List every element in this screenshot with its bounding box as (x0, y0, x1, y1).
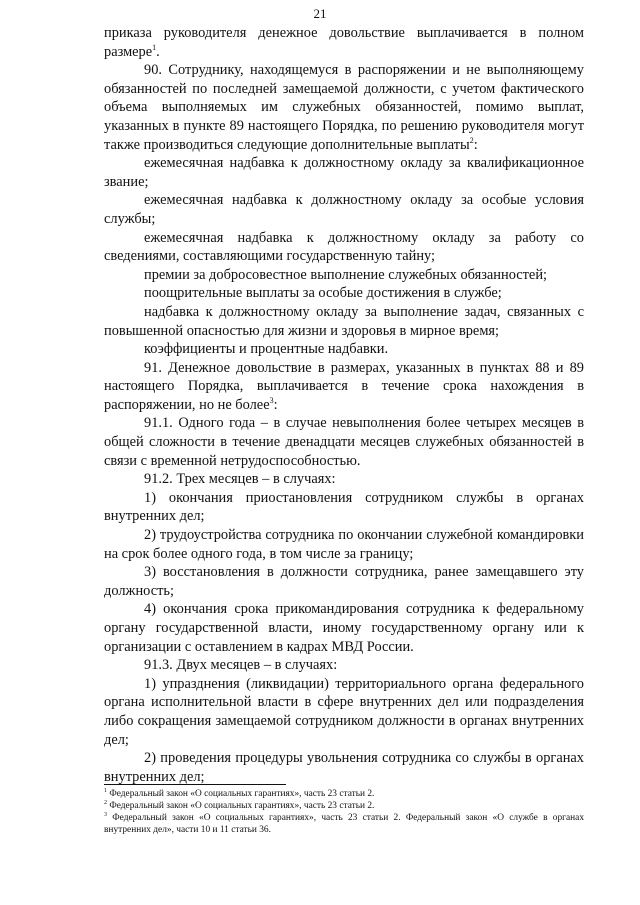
paragraph (104, 656, 584, 675)
footnote-reference: 2 (469, 135, 474, 145)
paragraph (104, 600, 584, 656)
paragraph (104, 24, 584, 61)
paragraph-text: премии за добросовестное выполнение служебных обязанностей; (144, 266, 548, 283)
footnote-reference: 1 (152, 42, 157, 52)
paragraph (104, 303, 584, 340)
footnote-text: Федеральный закон «О социальных гарантиях», часть 23 статьи 2. Федеральный закон «О службе в органах внутренних дел», части 10 и 11 статьи 36. (104, 813, 585, 835)
paragraph-text: ежемесячная надбавка к должностному окладу за работу со сведениями, составляющими государственную тайну; (104, 229, 584, 265)
paragraph-text: ежемесячная надбавка к должностному окладу за особые условия службы; (104, 192, 584, 227)
footnote-text: Федеральный закон «О социальных гарантиях», часть 23 статьи 2. (109, 789, 375, 799)
paragraph-punctuation: : (473, 136, 478, 153)
footnote-separator (104, 784, 286, 785)
paragraph (104, 191, 584, 228)
paragraph-text: 2) проведения процедуры увольнения сотрудника со службы в органах внутренних дел; (104, 750, 584, 785)
footnotes (104, 788, 584, 836)
paragraph-punctuation: : (273, 396, 278, 413)
paragraph-text: 1) упразднения (ликвидации) территориального органа федерального органа исполнительной власти в сфере внутренних дел или подразделения либо сокращения замещаемой сотрудником должности в органах внутренних дел; (104, 675, 584, 748)
footnote-mark: 1 (104, 787, 107, 794)
paragraph (104, 266, 584, 285)
paragraph (104, 284, 584, 303)
paragraph-text: приказа руководителя денежное довольствие выплачивается в полном размере (104, 25, 584, 60)
paragraph (104, 359, 584, 415)
paragraph (104, 563, 584, 600)
paragraph-text: 91.2. Трех месяцев – в случаях: (144, 471, 336, 488)
paragraph (104, 414, 584, 470)
paragraph (104, 154, 584, 191)
paragraph (104, 749, 584, 786)
paragraph-text: 91. Денежное довольствие в размерах, указанных в пунктах 88 и 89 настоящего Порядка, выплачивается в течение срока нахождения в распоряжении, но не более (104, 359, 584, 413)
paragraph-text: надбавка к должностному окладу за выполнение задач, связанных с повышенной опасностью для жизни и здоровья в мирное время; (104, 303, 584, 339)
paragraph-text: 3) восстановления в должности сотрудника, ранее замещавшего эту должность; (104, 564, 584, 599)
paragraph-text: 4) окончания срока прикомандирования сотрудника к федеральному органу государственной власти, иному государственному органу или к организации с оставлением в кадрах МВД России. (104, 601, 584, 655)
paragraph-text: 90. Сотруднику, находящемуся в распоряжении и не выполняющему обязанностей по последней замещаемой должности, с учетом фактического объема выполняемых им служебных обязанностей, помимо выплат, указанных в пункте 89 настоящего Порядка, по решению руководителя могут также производиться следующие дополнительные выплаты (104, 62, 584, 153)
footnote-mark: 3 (104, 811, 107, 818)
paragraph-text: 91.3. Двух месяцев – в случаях: (144, 657, 338, 674)
footnote-reference: 3 (269, 396, 274, 406)
footnote (104, 800, 584, 812)
paragraph-text: ежемесячная надбавка к должностному окладу за квалификационное звание; (104, 155, 584, 190)
footnote (104, 812, 584, 836)
paragraph (104, 489, 584, 526)
paragraph (104, 61, 584, 154)
paragraph-text: 2) трудоустройства сотрудника по окончании служебной командировки на срок более одного года, в том числе за границу; (104, 527, 584, 562)
document-body (104, 24, 584, 786)
paragraph-text: 1) окончания приостановления сотрудником службы в органах внутренних дел; (104, 489, 584, 525)
paragraph-text: 91.1. Одного года – в случае невыполнения более четырех месяцев в общей сложности в течение двенадцати месяцев служебных обязанностей в связи с временной нетрудоспособностью. (104, 415, 584, 469)
paragraph-punctuation: . (156, 43, 160, 60)
footnote (104, 788, 584, 800)
footnote-mark: 2 (104, 799, 107, 806)
paragraph (104, 340, 584, 359)
paragraph (104, 470, 584, 489)
footnote-text: Федеральный закон «О социальных гарантиях», часть 23 статьи 2. (109, 801, 375, 811)
page-number: 21 (313, 6, 327, 21)
paragraph (104, 526, 584, 563)
paragraph-text: коэффициенты и процентные надбавки. (144, 341, 389, 358)
paragraph (104, 229, 584, 266)
paragraph (104, 675, 584, 749)
paragraph-text: поощрительные выплаты за особые достижения в службе; (144, 285, 502, 302)
